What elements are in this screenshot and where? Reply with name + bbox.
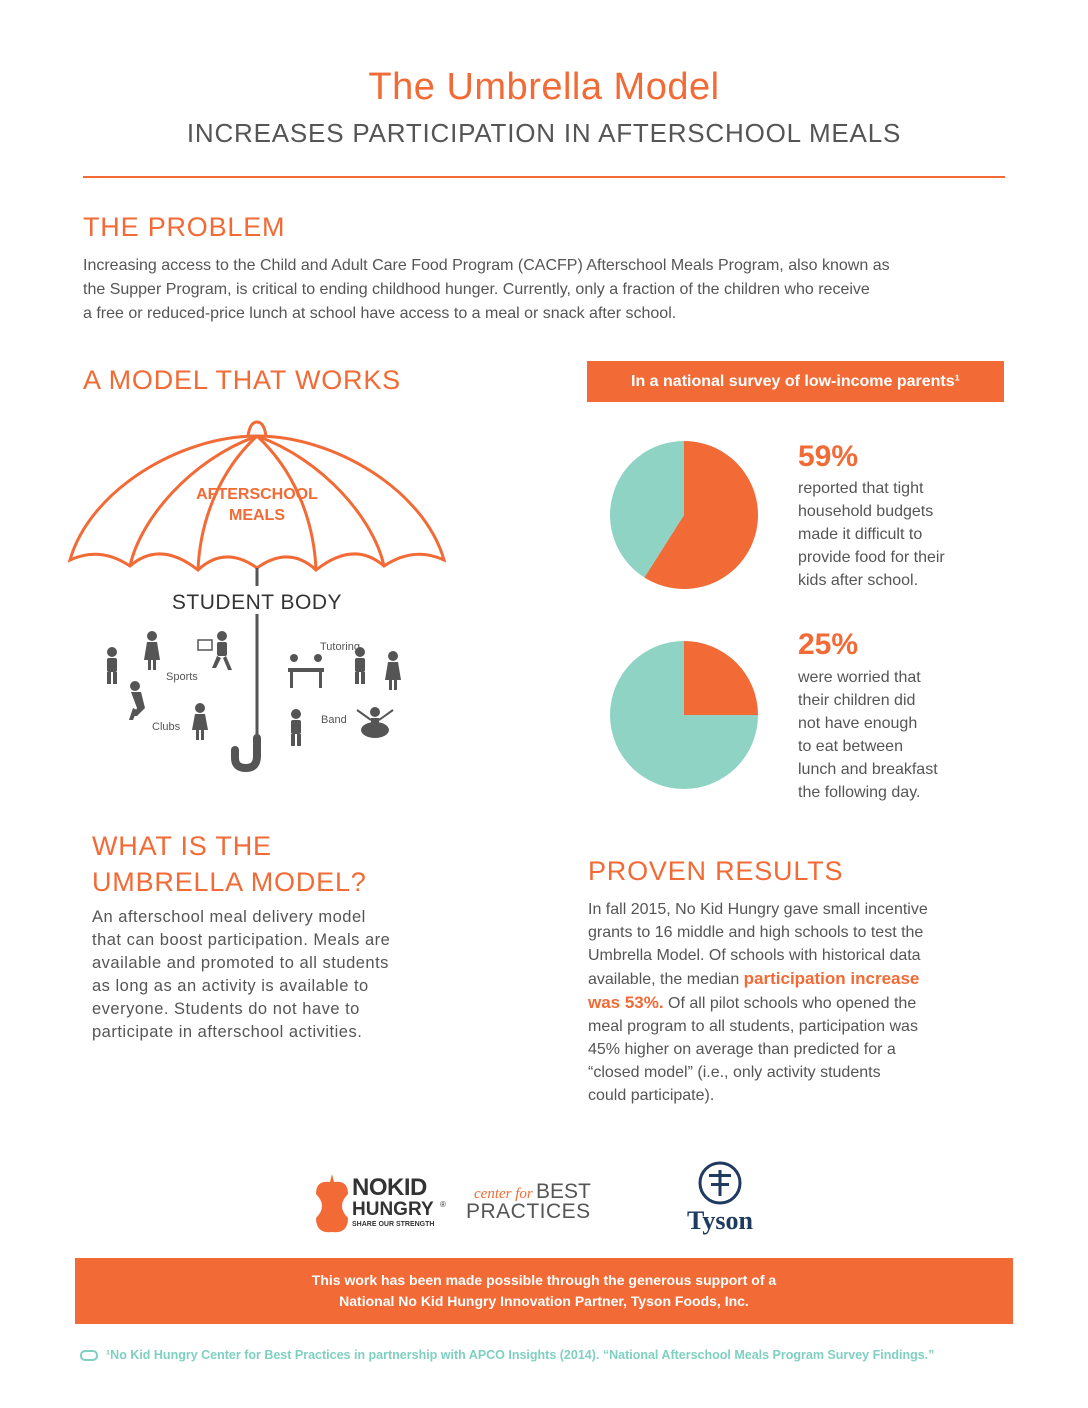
stat-line: to eat between (798, 738, 903, 755)
stat-percent-25: 25% (798, 628, 859, 661)
nkh-wordmark-line2: HUNGRY (352, 1199, 434, 1220)
nkh-wordmark-line1: NOKID (352, 1174, 427, 1201)
footnote-text: ¹No Kid Hungry Center for Best Practices in partnership with APCO Insights (2014). “National Afterschool Meals Program Survey Findings.” (106, 1348, 935, 1362)
center-for-best-practices-logo (466, 1180, 606, 1226)
page-title: The Umbrella Model (368, 66, 720, 108)
umbrella-label-line2: MEALS (229, 507, 285, 524)
stat-line: lunch and breakfast (798, 761, 938, 778)
footer-line2: National No Kid Hungry Innovation Partner, Tyson Foods, Inc. (339, 1293, 749, 1309)
stat-line: provide food for their (798, 549, 945, 566)
umbrella-handle-icon (235, 738, 257, 768)
what-heading-line2: UMBRELLA MODEL? (92, 867, 367, 897)
stat-line: kids after school. (798, 572, 919, 589)
results-line: grants to 16 middle and high schools to test the (588, 924, 924, 941)
pie-slice-highlight (684, 641, 758, 715)
what-heading (92, 828, 367, 900)
nkh-registered-mark: ® (440, 1200, 446, 1209)
activity-label-band: Band (321, 714, 347, 726)
activity-label-tutoring: Tutoring (320, 641, 360, 653)
survey-banner: In a national survey of low-income parents¹ (587, 361, 1004, 402)
problem-line: the Supper Program, is critical to ending childhood hunger. Currently, only a fraction of the children who receive (83, 281, 870, 298)
apple-core-icon (312, 1172, 352, 1236)
stat-line: were worried that (798, 669, 921, 686)
results-paragraph (588, 898, 1008, 1107)
problem-heading: THE PROBLEM (83, 212, 286, 242)
results-line: available, the median participation increase (588, 969, 920, 988)
activity-label-clubs: Clubs (152, 721, 181, 733)
what-line: participate in afterschool activities. (92, 1023, 363, 1041)
results-line: “closed model” (i.e., only activity students (588, 1064, 881, 1081)
results-line: In fall 2015, No Kid Hungry gave small incentive (588, 901, 928, 918)
results-line: Umbrella Model. Of schools with historical data (588, 947, 921, 964)
model-heading: A MODEL THAT WORKS (83, 365, 401, 395)
student-body-label: STUDENT BODY (171, 591, 343, 614)
stat-description-59 (798, 477, 988, 592)
results-line: was 53%. Of all pilot schools who opened the (588, 993, 917, 1012)
what-line: An afterschool meal delivery model (92, 908, 366, 926)
stat-description-25 (798, 666, 988, 804)
what-line: that can boost participation. Meals are (92, 931, 391, 949)
page-subtitle: INCREASES PARTICIPATION IN AFTERSCHOOL MEALS (186, 118, 902, 148)
what-line: as long as an activity is available to (92, 977, 369, 995)
tyson-logo (672, 1160, 768, 1240)
what-heading-line1: WHAT IS THE (92, 831, 272, 861)
tyson-wordmark: Tyson (687, 1206, 753, 1235)
what-line: available and promoted to all students (92, 954, 389, 972)
stat-line: the following day. (798, 784, 921, 801)
stat-line: made it difficult to (798, 526, 923, 543)
cbp-best: BEST (536, 1180, 591, 1203)
activity-label-sports: Sports (166, 671, 198, 683)
problem-line: a free or reduced-price lunch at school have access to a meal or snack after school. (83, 305, 677, 322)
what-paragraph (92, 906, 462, 1044)
results-line: 45% higher on average than predicted for a (588, 1041, 896, 1058)
results-heading: PROVEN RESULTS (588, 856, 844, 886)
footnote (80, 1348, 1040, 1362)
problem-line: Increasing access to the Child and Adult Care Food Program (CACFP) Afterschool Meals Program, also known as (83, 257, 890, 274)
cbp-practices: PRACTICES (466, 1200, 591, 1223)
results-highlight: participation increase (743, 969, 920, 988)
results-line: could participate). (588, 1087, 715, 1104)
sponsor-footer-band (75, 1258, 1013, 1324)
umbrella-label-line1: AFTERSCHOOL (196, 486, 318, 503)
nkh-tagline: SHARE OUR STRENGTH (352, 1221, 435, 1228)
stat-percent-59: 59% (798, 440, 859, 473)
problem-paragraph (83, 254, 1013, 326)
header-divider (83, 176, 1005, 178)
pie-chart-25 (609, 640, 759, 790)
umbrella-illustration (60, 420, 460, 780)
what-line: everyone. Students do not have to (92, 1000, 360, 1018)
stat-line: reported that tight (798, 480, 924, 497)
results-line: meal program to all students, participation was (588, 1018, 918, 1035)
link-icon (80, 1350, 98, 1361)
results-highlight: was 53%. (588, 993, 664, 1012)
no-kid-hungry-logo (312, 1172, 452, 1236)
cbp-center-for: center for (474, 1186, 533, 1202)
stat-line: household budgets (798, 503, 934, 520)
tyson-emblem-icon (697, 1160, 743, 1206)
pie-chart-59 (609, 440, 759, 590)
stat-line: not have enough (798, 715, 918, 732)
stat-line: their children did (798, 692, 916, 709)
footer-line1: This work has been made possible through the generous support of a (311, 1272, 777, 1288)
